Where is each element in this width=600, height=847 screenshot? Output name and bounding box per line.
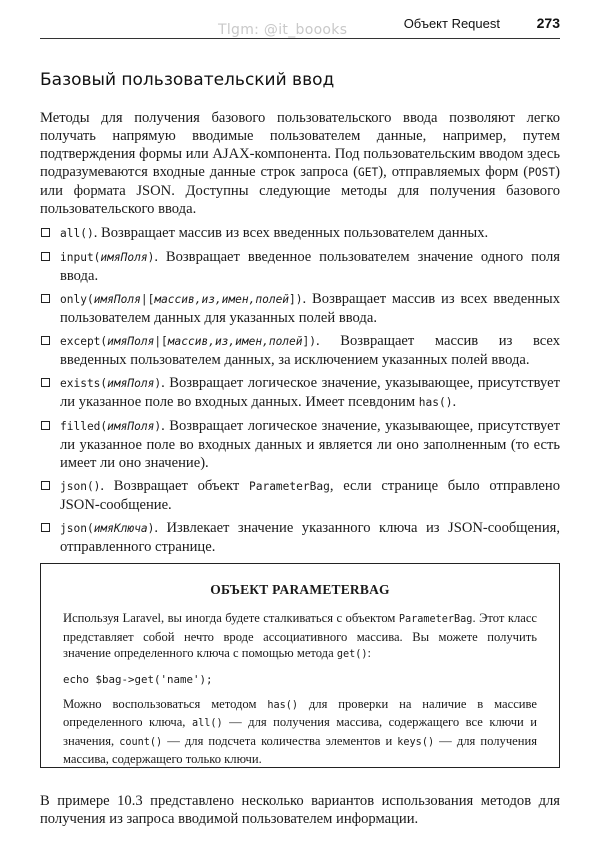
list-item: [40, 417, 560, 472]
method-signature: [60, 522, 154, 535]
code-example: echo $bag->get('name');: [63, 672, 213, 686]
sidebar-paragraph-1: [63, 610, 537, 664]
method-description: . Возвращает введенное пользователем значение одного поля ввода.: [60, 249, 560, 284]
closing-paragraph: В примере 10.3 представлено несколько вариантов использования методов для получения из запроса вводимой пользователем информации.: [40, 793, 560, 827]
sig-arg: имяПоля: [107, 377, 155, 390]
sig-close: ): [147, 251, 155, 264]
sig-close: ): [147, 522, 155, 535]
page-header: [40, 12, 560, 39]
sidebar-code: get(): [336, 649, 368, 660]
method-description: . Возвращает массив из всех введенных пользователем данных для указанных полей ввода.: [60, 291, 560, 326]
method-description: . Возвращает объект: [100, 478, 249, 494]
method-signature: [60, 293, 303, 306]
method-description: . Возвращает логическое значение, указывающее, присутствует ли указанное поле во входных данных и является ли оно заполненным (то есть имеет ли оно значение).: [60, 418, 560, 471]
method-signature: [60, 251, 154, 264]
method-description: . Возвращает логическое значение, указывающее, присутствует ли указанное поле во входных данных. Имеет псевдоним: [60, 375, 560, 410]
checkbox-bullet-icon: [41, 378, 50, 387]
running-title: Объект Request: [403, 16, 500, 31]
sidebar-title: ОБЪЕКТ PARAMETERBAG: [210, 582, 390, 597]
method-description: . Возвращает массив из всех введенных пользователем данных.: [93, 225, 489, 241]
checkbox-bullet-icon: [41, 294, 50, 303]
sig-separator: |[: [140, 293, 155, 306]
sig-arg: имяКлюча: [93, 522, 148, 535]
list-item: [40, 290, 560, 327]
sig-arg: имяПоля: [107, 420, 155, 433]
watermark: Tlgm: @it_boooks: [218, 22, 348, 38]
sidebar-text: . Этот класс представляет собой нечто вроде ассоциативного массива. Вы можете получить значение определенного ключа с помощью метода: [63, 611, 538, 660]
sig-name: exists(: [60, 377, 108, 390]
intro-text-1: Методы для получения базового пользовательского ввода позволяют легко получать напрямую вводимые пользователем данные, например, путем подтверждения формы или AJAX-компонента. Под пользовательским вводом здесь подразумеваются входные данные строк запроса (: [40, 110, 560, 180]
sig-arg: массив,из,имен,полей: [154, 293, 290, 306]
list-item: [40, 477, 560, 514]
checkbox-bullet-icon: [41, 481, 50, 490]
sidebar-box: [40, 563, 560, 768]
section-heading: Базовый пользовательский ввод: [40, 70, 335, 90]
method-alias: has(): [418, 396, 453, 409]
intro-code-post: POST: [528, 166, 556, 179]
sig-arg: массив,из,имен,полей: [167, 335, 303, 348]
list-item: [40, 519, 560, 556]
sig-close: ): [154, 420, 162, 433]
page-number: 273: [536, 15, 560, 31]
method-description: . Возвращает массив из всех введенных пользователем данных, за исключением указанных полей ввода.: [60, 333, 560, 368]
sidebar-paragraph-2: [63, 696, 537, 768]
sig-arg: имяПоля: [107, 335, 155, 348]
sig-name: filled(: [60, 420, 108, 433]
method-list: [40, 224, 560, 561]
checkbox-bullet-icon: [41, 336, 50, 345]
sidebar-code: count(): [119, 736, 163, 748]
method-signature: [60, 420, 161, 433]
checkbox-bullet-icon: [41, 228, 50, 237]
intro-code-get: GET: [358, 166, 379, 179]
sig-close: ): [154, 377, 162, 390]
method-signature: all(): [60, 227, 94, 240]
list-item: [40, 374, 560, 412]
method-description-end: .: [452, 394, 457, 410]
checkbox-bullet-icon: [41, 523, 50, 532]
sidebar-text: :: [367, 646, 371, 660]
sidebar-text: — для получения массива, содержащего только ключи.: [63, 733, 538, 766]
sig-separator: |[: [154, 335, 168, 348]
method-signature: [60, 335, 316, 348]
sidebar-code: all(): [191, 718, 223, 729]
sig-name: only(: [60, 293, 94, 306]
sidebar-text: — для получения массива, содержащего все ключи и значения,: [63, 715, 538, 748]
sidebar-text: Можно воспользоваться методом: [63, 696, 268, 711]
sidebar-code: ParameterBag: [398, 614, 473, 625]
intro-text-3: ) или формата JSON. Доступны следующие методы для получения базового пользовательского ввода.: [40, 164, 560, 217]
sidebar-text: — для подсчета количества элементов и: [162, 733, 398, 748]
sig-close: ]): [302, 335, 316, 348]
checkbox-bullet-icon: [41, 252, 50, 261]
sidebar-code: keys(): [397, 736, 435, 748]
method-description: . Извлекает значение указанного ключа из JSON-сообщения, отправленного странице.: [60, 520, 560, 555]
checkbox-bullet-icon: [41, 421, 50, 430]
sig-name: json(: [60, 522, 94, 535]
list-item: [40, 248, 560, 285]
method-signature: [60, 377, 161, 390]
sidebar-text: Используя Laravel, вы иногда будете сталкиваться с объектом: [63, 611, 399, 625]
list-item: [40, 224, 560, 243]
sig-close: ]): [289, 293, 303, 306]
intro-text-2: ), отправляемых форм (: [378, 164, 529, 180]
sig-arg: имяПоля: [100, 251, 148, 264]
list-item: [40, 332, 560, 369]
method-description-end: , если странице было отправлено JSON-сообщение.: [60, 478, 560, 513]
sidebar-text: для проверки на наличие в массиве определенного ключа,: [63, 696, 537, 729]
sig-name: input(: [60, 251, 101, 264]
object-name: ParameterBag: [248, 480, 330, 493]
sig-arg: имяПоля: [93, 293, 141, 306]
sidebar-code: has(): [267, 699, 299, 711]
intro-paragraph: [40, 109, 560, 218]
method-signature: json(): [60, 480, 101, 493]
sig-name: except(: [60, 335, 108, 348]
